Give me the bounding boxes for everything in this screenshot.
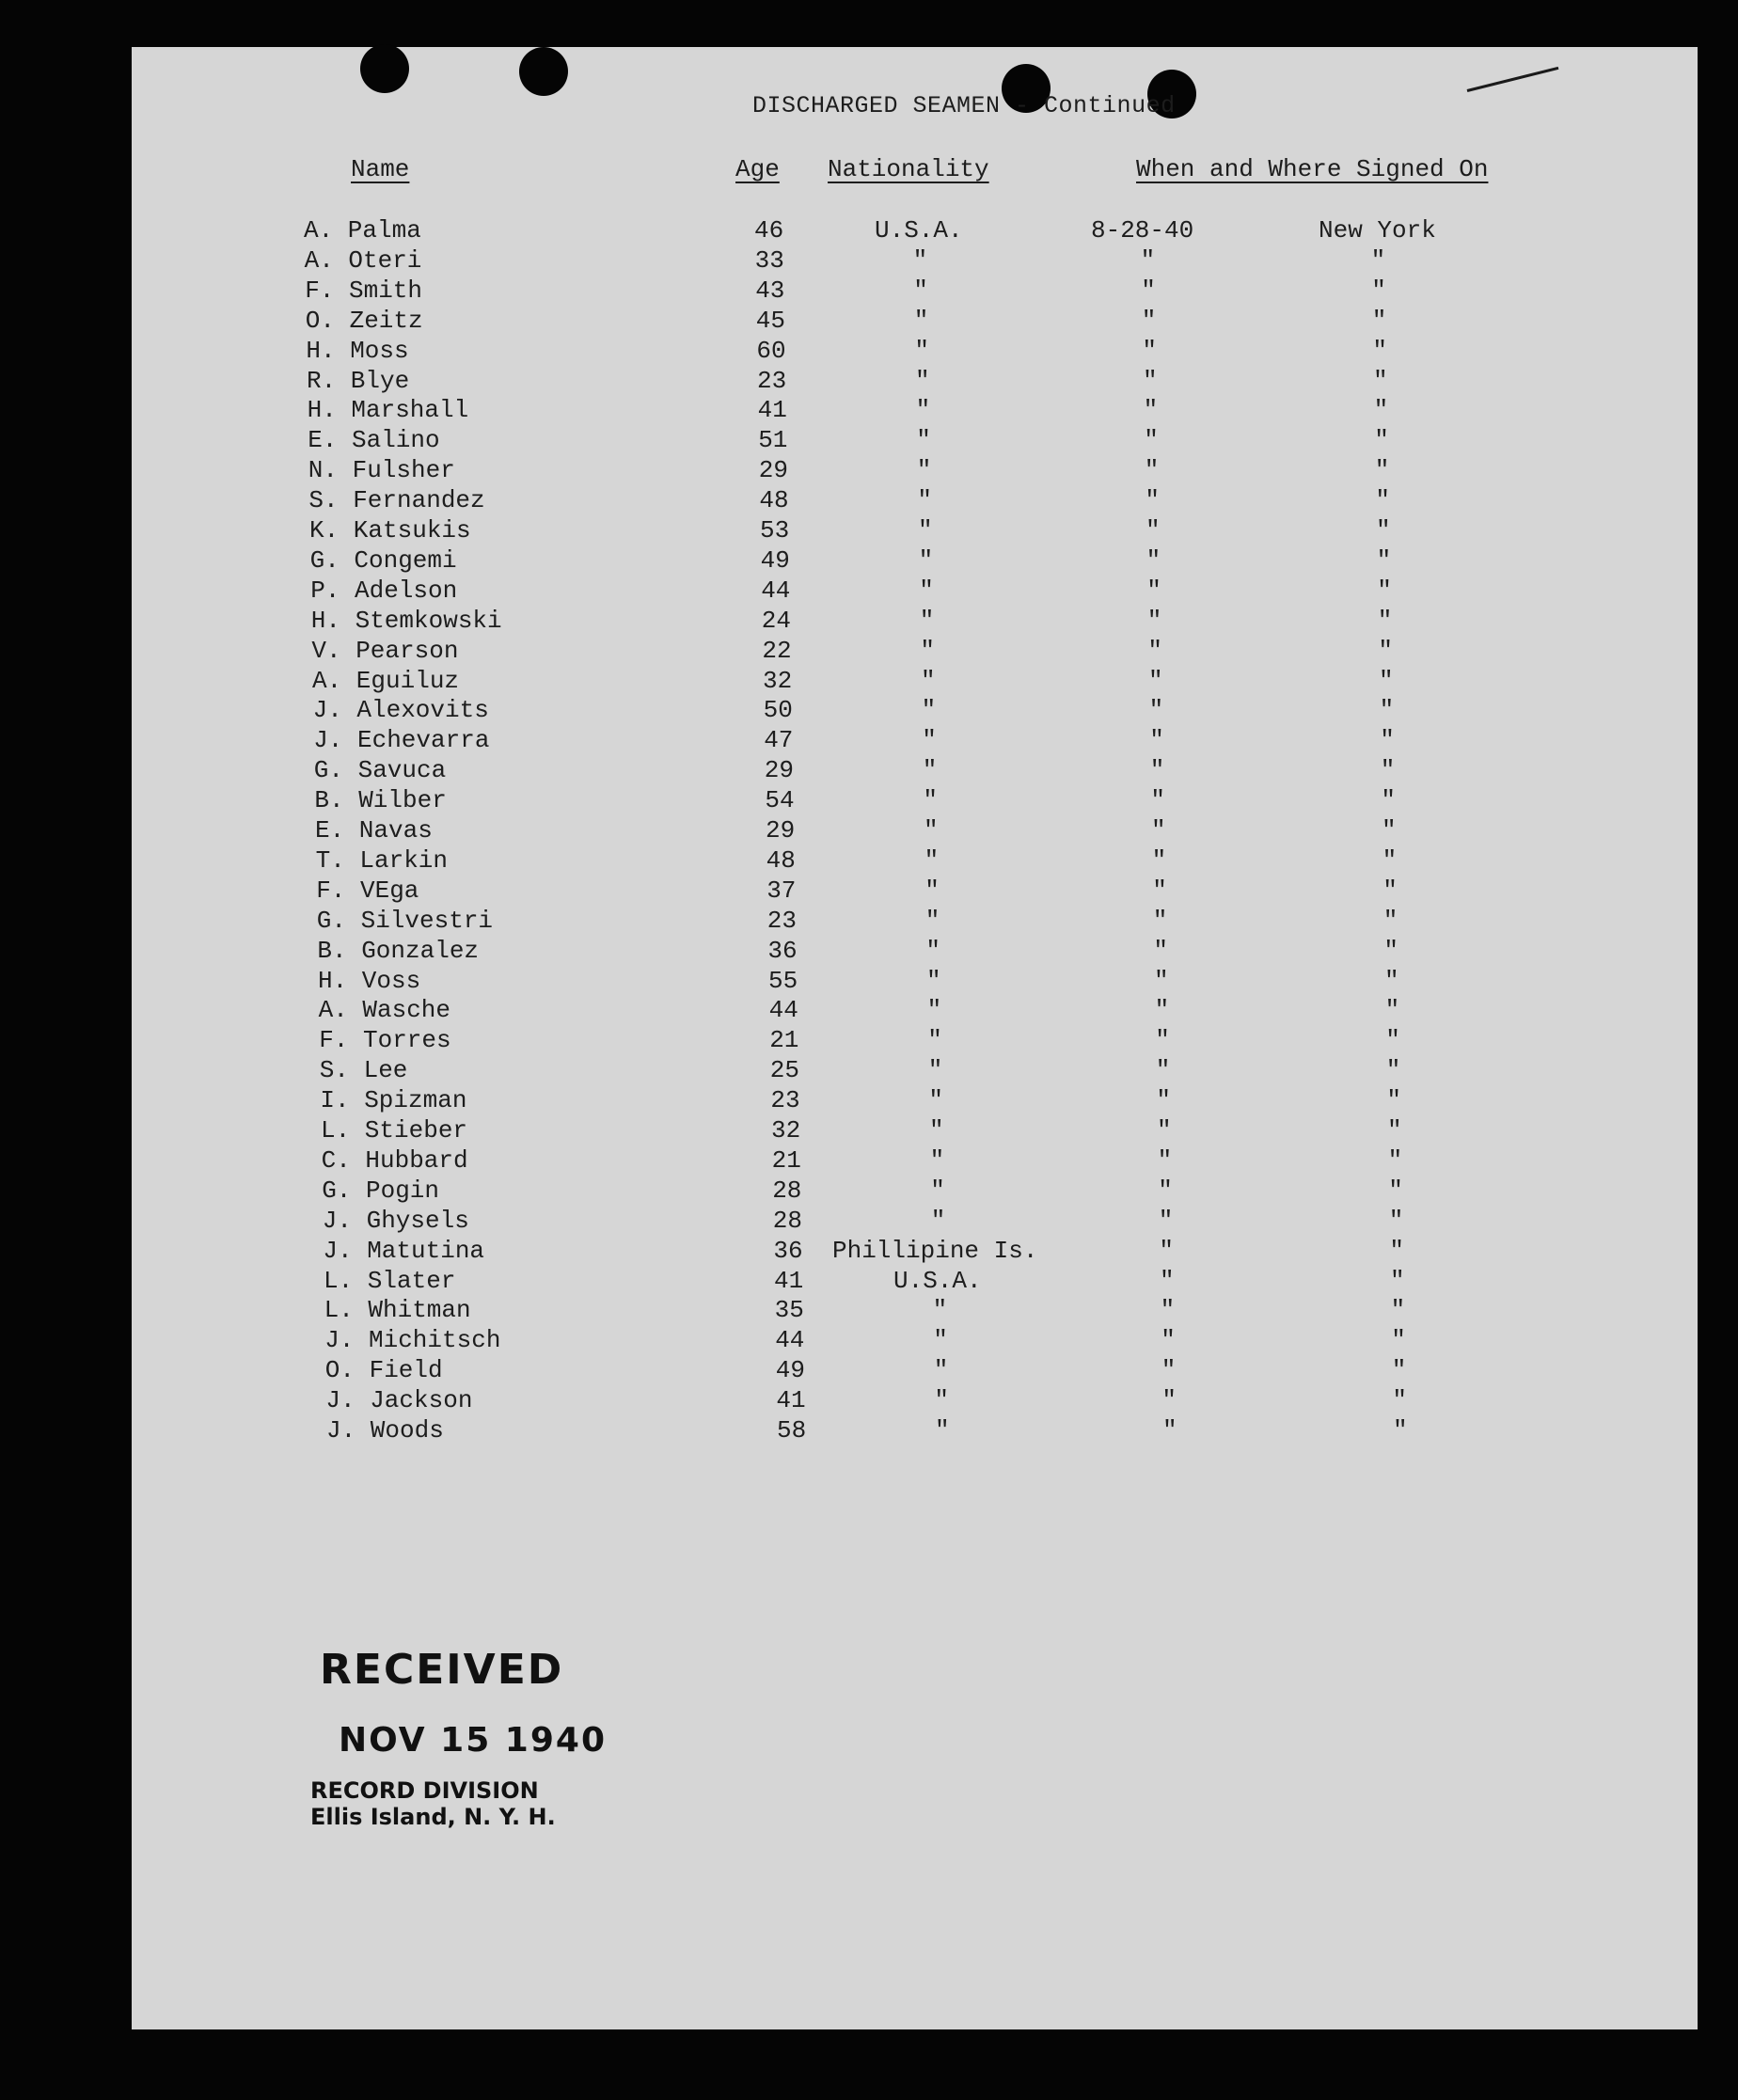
signed-on-place: " (1377, 606, 1393, 635)
signed-on-place: " (1372, 336, 1387, 365)
seaman-age: 32 (763, 666, 793, 695)
seaman-nationality: " (924, 906, 940, 935)
signed-on-date: " (1143, 396, 1159, 425)
seaman-age: 37 (766, 876, 797, 905)
signed-on-date: " (1151, 816, 1166, 845)
seaman-name: H. Stemkowski (310, 606, 502, 635)
seaman-name: G. Savuca (313, 756, 447, 785)
signed-on-place: " (1374, 456, 1390, 485)
signed-on-date: " (1149, 726, 1164, 755)
seaman-age: 41 (757, 396, 787, 425)
signed-on-date: " (1151, 845, 1167, 875)
seaman-nationality: " (927, 1056, 943, 1085)
seaman-nationality: " (929, 1145, 945, 1175)
seaman-nationality: " (935, 1416, 950, 1445)
signed-on-place: " (1381, 786, 1396, 815)
signed-on-place: " (1373, 396, 1389, 425)
signed-on-place: " (1371, 276, 1386, 305)
seaman-nationality: " (928, 1086, 943, 1115)
seaman-nationality: " (917, 486, 932, 515)
seaman-nationality: " (927, 1026, 942, 1055)
seaman-age: 48 (759, 486, 789, 515)
seaman-name: A. Wasche (318, 996, 451, 1025)
seaman-name: S. Fernandez (308, 486, 485, 515)
seaman-age: 54 (765, 786, 795, 815)
signed-on-place: " (1385, 1056, 1401, 1085)
signed-on-date: " (1158, 1176, 1173, 1205)
signed-on-date: " (1160, 1296, 1176, 1325)
seaman-age: 36 (767, 936, 798, 965)
document-page (132, 47, 1698, 2029)
signed-on-date: " (1152, 906, 1168, 935)
seaman-age: 58 (777, 1416, 807, 1445)
seaman-name: P. Adelson (310, 576, 458, 605)
seaman-name: L. Whitman (324, 1296, 471, 1325)
seaman-age: 21 (771, 1145, 801, 1175)
seaman-nationality: " (924, 816, 939, 845)
signed-on-date: " (1146, 516, 1161, 545)
signed-on-date: " (1146, 545, 1161, 575)
seaman-age: 60 (756, 336, 786, 365)
seaman-age: 28 (772, 1206, 803, 1235)
seaman-nationality: " (915, 366, 930, 395)
signed-on-place: " (1373, 366, 1388, 395)
seaman-name: K. Katsukis (309, 516, 471, 545)
signed-on-date: " (1153, 936, 1168, 965)
seaman-age: 36 (773, 1236, 803, 1265)
seaman-name: E. Navas (315, 816, 433, 845)
seaman-name: J. Alexovits (312, 696, 489, 725)
seaman-age: 44 (761, 576, 791, 605)
seaman-nationality: " (924, 876, 940, 905)
seaman-name: O. Field (324, 1356, 443, 1385)
seaman-nationality: " (929, 1116, 944, 1145)
seaman-age: 55 (768, 966, 798, 995)
seaman-nationality: " (930, 1206, 946, 1235)
seaman-name: H. Marshall (307, 396, 469, 425)
stamp-division: RECORD DIVISION (310, 1777, 539, 1804)
signed-on-place: " (1389, 1236, 1404, 1265)
seaman-nationality: " (926, 966, 941, 995)
header-signed-on: When and Where Signed On (1136, 155, 1489, 183)
signed-on-date: " (1155, 1026, 1170, 1055)
seaman-nationality: " (930, 1176, 945, 1205)
signed-on-date: " (1156, 1086, 1171, 1115)
seaman-age: 28 (772, 1176, 802, 1205)
seaman-nationality: " (921, 696, 937, 725)
seaman-nationality: " (916, 456, 932, 485)
signed-on-place: " (1388, 1176, 1403, 1205)
signed-on-place: " (1385, 1026, 1400, 1055)
seaman-name: J. Matutina (323, 1236, 485, 1265)
header-name: Name (351, 155, 410, 183)
seaman-name: A. Oteri (304, 245, 422, 275)
signed-on-date: " (1152, 876, 1167, 905)
seaman-name: G. Silvestri (316, 906, 494, 935)
seaman-name: B. Gonzalez (317, 936, 480, 965)
seaman-age: 22 (762, 636, 792, 665)
seaman-nationality: U.S.A. (893, 1266, 982, 1295)
signed-on-place: " (1379, 696, 1395, 725)
signed-on-place: " (1388, 1206, 1404, 1235)
seaman-name: J. Ghysels (322, 1206, 469, 1235)
seaman-age: 49 (760, 545, 790, 575)
seaman-name: A. Eguiluz (312, 666, 460, 695)
signed-on-place: " (1380, 756, 1396, 785)
seaman-nationality: " (926, 996, 942, 1025)
signed-on-date: " (1149, 756, 1165, 785)
pen-mark (1467, 67, 1559, 92)
signed-on-place: " (1380, 726, 1395, 755)
signed-on-date: " (1144, 456, 1160, 485)
signed-on-date: " (1155, 1056, 1171, 1085)
seaman-age: 49 (775, 1356, 806, 1385)
seaman-name: A. Palma (304, 216, 421, 245)
seaman-nationality: " (919, 606, 935, 635)
header-age: Age (735, 155, 780, 183)
seaman-age: 41 (776, 1386, 806, 1415)
signed-on-place: " (1371, 306, 1387, 335)
seaman-age: 44 (768, 996, 798, 1025)
seaman-age: 53 (760, 516, 790, 545)
seaman-age: 46 (754, 216, 784, 245)
seaman-name: H. Moss (306, 336, 409, 365)
seaman-name: F. Smith (305, 276, 423, 305)
seaman-age: 35 (774, 1296, 804, 1325)
signed-on-date: 8-28-40 (1091, 216, 1194, 245)
seaman-name: H. Voss (318, 966, 421, 995)
signed-on-date: " (1148, 666, 1163, 695)
signed-on-place: " (1387, 1145, 1403, 1175)
signed-on-place: New York (1319, 216, 1436, 245)
seaman-age: 45 (755, 306, 786, 335)
seaman-nationality: " (916, 426, 931, 455)
seaman-name: R. Blye (307, 366, 410, 395)
seaman-name: T. Larkin (315, 845, 449, 875)
signed-on-date: " (1154, 966, 1169, 995)
seaman-nationality: " (920, 636, 935, 665)
signed-on-place: " (1391, 1326, 1406, 1355)
seaman-nationality: " (912, 245, 928, 275)
signed-on-date: " (1157, 1116, 1172, 1145)
seaman-name: S. Lee (319, 1056, 408, 1085)
signed-on-place: " (1384, 966, 1399, 995)
signed-on-place: " (1383, 936, 1398, 965)
signed-on-date: " (1161, 1326, 1176, 1355)
seaman-nationality: " (934, 1386, 949, 1415)
seaman-name: N. Fulsher (308, 456, 455, 485)
signed-on-date: " (1147, 636, 1162, 665)
signed-on-place: " (1375, 486, 1390, 515)
seaman-nationality: " (924, 845, 940, 875)
seaman-nationality: " (919, 576, 934, 605)
seaman-age: 23 (770, 1086, 800, 1115)
signed-on-place: " (1379, 666, 1394, 695)
signed-on-place: " (1382, 845, 1398, 875)
seaman-nationality: " (922, 756, 938, 785)
seaman-name: B. Wilber (314, 786, 447, 815)
seaman-nationality: " (918, 545, 934, 575)
seaman-name: L. Slater (324, 1266, 456, 1295)
seaman-age: 23 (766, 906, 798, 935)
seaman-name: F. Torres (319, 1026, 451, 1055)
signed-on-place: " (1374, 426, 1389, 455)
seaman-nationality: " (923, 786, 938, 815)
signed-on-date: " (1140, 245, 1156, 275)
header-nationality: Nationality (828, 155, 989, 183)
seaman-nationality: " (914, 336, 929, 365)
signed-on-place: " (1378, 636, 1393, 665)
signed-on-date: " (1154, 996, 1170, 1025)
seaman-age: 44 (775, 1326, 805, 1355)
signed-on-date: " (1148, 696, 1164, 725)
seaman-age: 21 (769, 1026, 799, 1055)
signed-on-date: " (1160, 1266, 1175, 1295)
signed-on-place: " (1376, 516, 1391, 545)
seaman-age: 29 (758, 456, 789, 485)
punch-hole (360, 44, 409, 93)
seaman-name: J. Michitsch (324, 1326, 501, 1355)
seaman-name: C. Hubbard (321, 1145, 468, 1175)
signed-on-place: " (1387, 1116, 1402, 1145)
signed-on-date: " (1146, 606, 1162, 635)
signed-on-place: " (1377, 576, 1392, 605)
seaman-name: G. Pogin (322, 1176, 440, 1205)
stamp-date: NOV 15 1940 (339, 1721, 607, 1760)
signed-on-place: " (1370, 245, 1386, 275)
signed-on-date: " (1143, 366, 1158, 395)
signed-on-date: " (1159, 1236, 1174, 1265)
document-title: DISCHARGED SEAMEN - Continued (752, 92, 1176, 119)
signed-on-place: " (1392, 1386, 1407, 1415)
seaman-name: E. Salino (308, 426, 440, 455)
seaman-nationality: " (922, 726, 937, 755)
seaman-nationality: " (932, 1296, 948, 1325)
seaman-nationality: U.S.A. (875, 216, 963, 245)
signed-on-place: " (1382, 876, 1398, 905)
seaman-name: L. Stieber (321, 1116, 468, 1145)
seaman-nationality: " (933, 1356, 949, 1385)
seaman-name: V. Pearson (311, 636, 459, 665)
signed-on-date: " (1158, 1206, 1174, 1235)
stamp-location: Ellis Island, N. Y. H. (310, 1804, 556, 1830)
seaman-age: 29 (764, 756, 795, 785)
seaman-name: J. Jackson (325, 1386, 473, 1415)
seaman-age: 23 (757, 366, 787, 395)
signed-on-date: " (1146, 576, 1161, 605)
signed-on-date: " (1150, 786, 1165, 815)
seaman-age: 32 (771, 1116, 801, 1145)
signed-on-date: " (1145, 486, 1160, 515)
seaman-age: 41 (774, 1266, 804, 1295)
seaman-nationality: " (925, 936, 940, 965)
seaman-name: G. Congemi (309, 545, 457, 575)
signed-on-place: " (1391, 1356, 1407, 1385)
seaman-name: O. Zeitz (305, 306, 423, 335)
signed-on-date: " (1161, 1356, 1177, 1385)
seaman-age: 33 (754, 245, 784, 275)
seaman-nationality: " (913, 276, 928, 305)
signed-on-place: " (1386, 1086, 1401, 1115)
seaman-nationality: " (913, 306, 929, 335)
seaman-name: I. Spizman (320, 1086, 467, 1115)
signed-on-place: " (1376, 545, 1392, 575)
seaman-nationality: " (915, 396, 931, 425)
stamp-received: RECEIVED (320, 1646, 564, 1694)
seaman-age: 25 (769, 1056, 800, 1085)
seaman-name: J. Woods (326, 1416, 444, 1445)
signed-on-place: " (1390, 1296, 1406, 1325)
seaman-age: 29 (766, 816, 796, 845)
signed-on-date: " (1157, 1145, 1173, 1175)
seaman-age: 51 (758, 426, 788, 455)
seaman-nationality: " (933, 1326, 948, 1355)
seaman-nationality: Phillipine Is. (832, 1236, 1038, 1265)
signed-on-place: " (1382, 906, 1398, 935)
signed-on-date: " (1141, 306, 1157, 335)
signed-on-date: " (1144, 426, 1159, 455)
seaman-age: 47 (764, 726, 794, 755)
signed-on-date: " (1162, 1416, 1177, 1445)
signed-on-date: " (1142, 336, 1157, 365)
signed-on-place: " (1384, 996, 1400, 1025)
seaman-age: 24 (761, 606, 792, 635)
signed-on-date: " (1161, 1386, 1177, 1415)
seaman-nationality: " (918, 516, 933, 545)
signed-on-date: " (1141, 276, 1156, 305)
signed-on-place: " (1393, 1416, 1408, 1445)
seaman-age: 50 (763, 696, 793, 725)
seaman-age: 48 (766, 845, 796, 875)
seaman-nationality: " (921, 666, 936, 695)
seaman-name: F. VEga (316, 876, 419, 905)
signed-on-place: " (1382, 816, 1397, 845)
seaman-name: J. Echevarra (313, 726, 490, 755)
seaman-age: 43 (755, 276, 785, 305)
punch-hole (519, 47, 568, 96)
signed-on-place: " (1390, 1266, 1405, 1295)
